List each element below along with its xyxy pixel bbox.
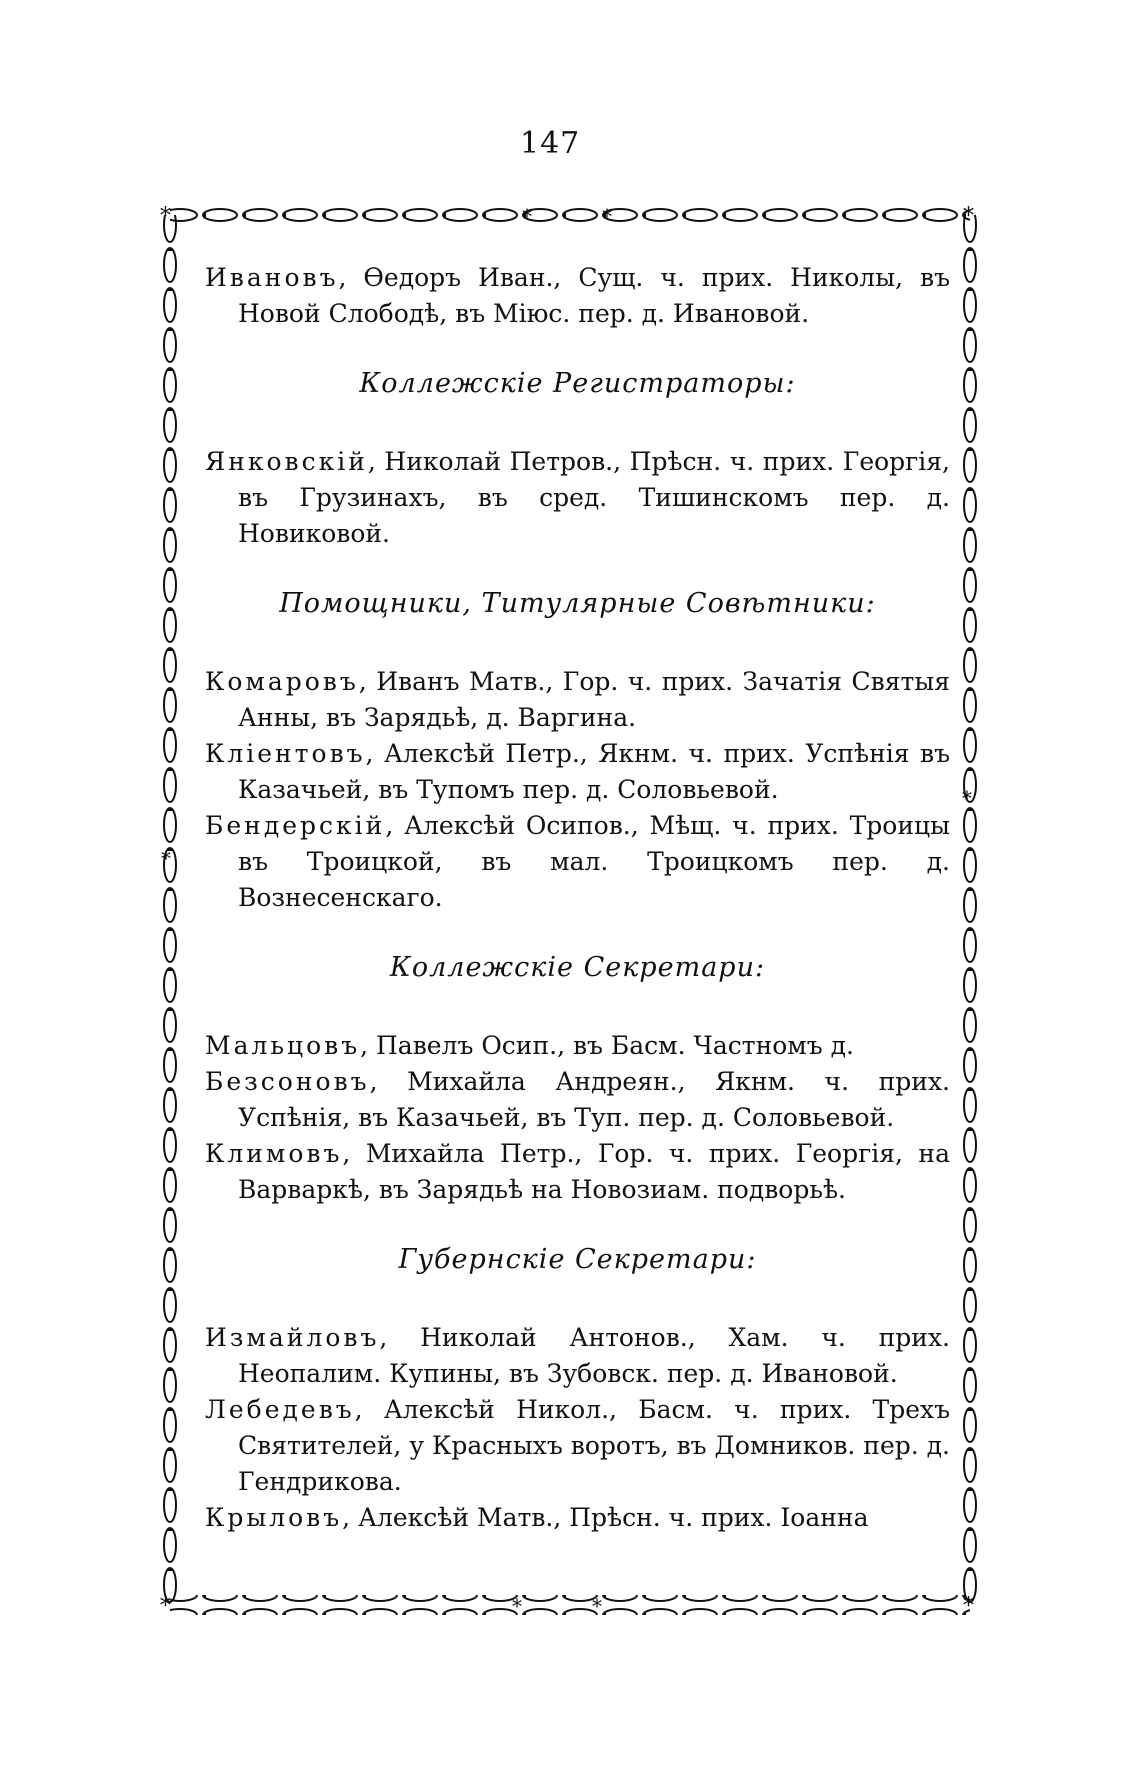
section <box>205 366 950 552</box>
section <box>205 586 950 916</box>
section-heading: Помощники, Титулярные Совѣтники: <box>279 588 876 619</box>
entry-details: , Алексѣй Матв., Прѣсн. ч. прих. Іоанна <box>342 1503 869 1532</box>
entry-surname: Янковскій <box>205 447 368 476</box>
list-item <box>205 808 950 916</box>
list-item <box>205 444 950 552</box>
svg-text:*: * <box>160 1594 171 1615</box>
svg-text:*: * <box>522 205 532 228</box>
entry-details: , Михайла Петр., Гор. ч. прих. Георгія, на Варваркѣ, въ Зарядьѣ на Новозиам. подворьѣ. <box>238 1139 950 1204</box>
list-item <box>205 1392 950 1500</box>
svg-text:*: * <box>602 205 612 228</box>
entry-details: , Алексѣй Осипов., Мѣщ. ч. прих. Троицы въ Троицкой, въ мал. Троицкомъ пер. д. Вознесенскаго. <box>238 811 950 912</box>
list-item <box>205 1028 950 1064</box>
list-item <box>205 1064 950 1136</box>
entry-surname: Комаровъ <box>205 667 359 696</box>
entry-details: , Иванъ Матв., Гор. ч. прих. Зачатія Святыя Анны, въ Зарядьѣ, д. Варгина. <box>238 667 950 732</box>
svg-text:*: * <box>962 786 972 810</box>
list-item <box>205 1320 950 1392</box>
svg-text:*: * <box>592 1594 602 1615</box>
list-item <box>205 736 950 808</box>
entry-surname: Мальцовъ <box>205 1031 361 1060</box>
entry-surname: Ивановъ <box>205 263 339 292</box>
entry-details: , Павелъ Осип., въ Басм. Частномъ д. <box>360 1031 854 1060</box>
entry-details: , Михайла Андреян., Якнм. ч. прих. Успѣнія, въ Казачьей, въ Туп. пер. д. Соловьевой. <box>238 1067 950 1132</box>
list-item <box>205 1500 950 1536</box>
entry-surname: Кліентовъ <box>205 739 366 768</box>
section-heading: Коллежскіе Регистраторы: <box>359 368 796 399</box>
svg-text:*: * <box>963 1594 974 1615</box>
entry-surname: Климовъ <box>205 1139 343 1168</box>
list-item <box>205 1136 950 1208</box>
entry-details: , Николай Антонов., Хам. ч. прих. Неопалим. Купины, въ Зубовск. пер. д. Ивановой. <box>238 1323 950 1388</box>
page-content <box>205 260 950 1536</box>
svg-text:*: * <box>512 1594 522 1615</box>
entry-surname: Бендерскій <box>205 811 386 840</box>
entry-details: , Николай Петров., Прѣсн. ч. прих. Георгія, въ Грузинахъ, въ сред. Тишинскомъ пер. д. Новиковой. <box>238 447 950 548</box>
section <box>205 1242 950 1536</box>
svg-text:*: * <box>963 205 974 229</box>
entry-surname: Крыловъ <box>205 1503 343 1532</box>
section <box>205 950 950 1208</box>
svg-text:*: * <box>160 205 171 229</box>
entry-details: , Алексѣй Петр., Якнм. ч. прих. Успѣнія въ Казачьей, въ Тупомъ пер. д. Соловьевой. <box>238 739 950 804</box>
list-item <box>205 260 950 332</box>
section-heading: Губернскіе Секретари: <box>398 1244 757 1275</box>
list-item <box>205 664 950 736</box>
section-heading: Коллежскіе Секретари: <box>389 952 766 983</box>
entry-details: , Өедоръ Иван., Сущ. ч. прих. Николы, въ Новой Слободѣ, въ Міюс. пер. д. Ивановой. <box>238 263 950 328</box>
entry-surname: Безсоновъ <box>205 1067 370 1096</box>
entry-surname: Измайловъ <box>205 1323 380 1352</box>
section <box>205 260 950 332</box>
entry-surname: Лебедевъ <box>205 1395 355 1424</box>
page-number: 147 <box>520 126 581 161</box>
svg-text:*: * <box>161 846 171 870</box>
entry-details: , Алексѣй Никол., Басм. ч. прих. Трехъ Святителей, у Красныхъ воротъ, въ Домников. пер. д. Гендрикова. <box>238 1395 950 1496</box>
